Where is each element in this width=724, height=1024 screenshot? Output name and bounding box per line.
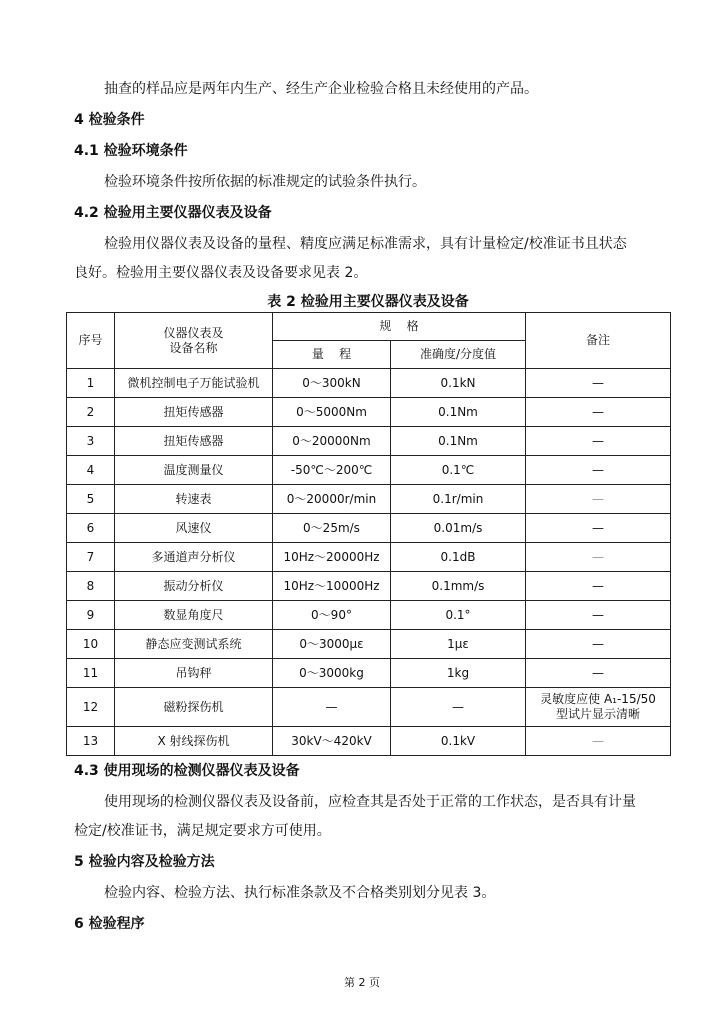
cell-name: X 射线探伤机 <box>115 727 273 756</box>
cell-remark: — <box>526 727 671 756</box>
table-row <box>67 659 671 688</box>
cell-accuracy: 0.1Nm <box>391 427 526 456</box>
table-row <box>67 572 671 601</box>
section-4-3-heading: 4.3 使用现场的检测仪器仪表及设备 <box>74 763 300 779</box>
header-remark: 备注 <box>526 313 671 369</box>
cell-accuracy: — <box>391 688 526 727</box>
section-6-heading: 6 检验程序 <box>74 916 145 932</box>
table-row <box>67 630 671 659</box>
table-row <box>67 514 671 543</box>
header-accuracy: 准确度/分度值 <box>391 341 526 369</box>
cell-range: 0～20000Nm <box>273 427 391 456</box>
cell-name: 微机控制电子万能试验机 <box>115 369 273 398</box>
header-no: 序号 <box>67 313 115 369</box>
section-4-2-text-line2: 良好。检验用主要仪器仪表及设备要求见表 2。 <box>74 265 368 281</box>
cell-remark: — <box>526 369 671 398</box>
cell-range: 30kV～420kV <box>273 727 391 756</box>
cell-accuracy: 0.1r/min <box>391 485 526 514</box>
header-name <box>115 313 273 369</box>
cell-remark: — <box>526 427 671 456</box>
cell-remark: — <box>526 398 671 427</box>
cell-accuracy: 0.1kV <box>391 727 526 756</box>
cell-remark: — <box>526 485 671 514</box>
cell-range: 0～25m/s <box>273 514 391 543</box>
cell-name: 扭矩传感器 <box>115 427 273 456</box>
cell-range: 0～5000Nm <box>273 398 391 427</box>
table-row <box>67 369 671 398</box>
header-name-line1: 仪器仪表及 <box>163 325 224 340</box>
section-4-2-text-line1: 检验用仪器仪表及设备的量程、精度应满足标准需求，具有计量检定/校准证书且状态 <box>104 236 627 252</box>
cell-remark <box>526 688 671 727</box>
table-row <box>67 485 671 514</box>
table-row <box>67 427 671 456</box>
cell-name: 温度测量仪 <box>115 456 273 485</box>
cell-name: 振动分析仪 <box>115 572 273 601</box>
cell-no: 2 <box>67 398 115 427</box>
cell-range: 10Hz～20000Hz <box>273 543 391 572</box>
cell-remark: — <box>526 456 671 485</box>
table-2-caption: 表 2 检验用主要仪器仪表及设备 <box>267 294 469 310</box>
cell-remark: — <box>526 601 671 630</box>
cell-accuracy: 0.1Nm <box>391 398 526 427</box>
cell-remark: — <box>526 543 671 572</box>
cell-no: 5 <box>67 485 115 514</box>
cell-no: 9 <box>67 601 115 630</box>
cell-no: 6 <box>67 514 115 543</box>
section-4-1-heading: 4.1 检验环境条件 <box>74 143 188 159</box>
header-name-line2: 设备名称 <box>169 340 218 355</box>
cell-name: 多通道声分析仪 <box>115 543 273 572</box>
cell-no: 10 <box>67 630 115 659</box>
cell-no: 3 <box>67 427 115 456</box>
table-row <box>67 456 671 485</box>
cell-name: 吊钩秤 <box>115 659 273 688</box>
cell-remark: — <box>526 630 671 659</box>
cell-name: 扭矩传感器 <box>115 398 273 427</box>
cell-name: 转速表 <box>115 485 273 514</box>
cell-range: 0～90° <box>273 601 391 630</box>
section-4-3-text-line2: 检定/校准证书，满足规定要求方可使用。 <box>74 823 331 839</box>
header-range: 量 程 <box>273 341 391 369</box>
cell-remark: — <box>526 659 671 688</box>
header-spec: 规 格 <box>273 313 526 341</box>
cell-range: 0～3000kg <box>273 659 391 688</box>
cell-no: 11 <box>67 659 115 688</box>
cell-name: 数显角度尺 <box>115 601 273 630</box>
cell-range: — <box>273 688 391 727</box>
table-row <box>67 688 671 727</box>
section-5-heading: 5 检验内容及检验方法 <box>74 854 215 870</box>
cell-accuracy: 0.01m/s <box>391 514 526 543</box>
cell-range: 0～20000r/min <box>273 485 391 514</box>
cell-accuracy: 0.1dB <box>391 543 526 572</box>
cell-name: 静态应变测试系统 <box>115 630 273 659</box>
cell-no: 12 <box>67 688 115 727</box>
cell-range: 10Hz～10000Hz <box>273 572 391 601</box>
cell-accuracy: 0.1mm/s <box>391 572 526 601</box>
cell-remark: — <box>526 572 671 601</box>
table-2 <box>66 312 671 756</box>
cell-remark: — <box>526 514 671 543</box>
cell-range: -50℃～200℃ <box>273 456 391 485</box>
cell-accuracy: 0.1℃ <box>391 456 526 485</box>
cell-no: 1 <box>67 369 115 398</box>
cell-no: 4 <box>67 456 115 485</box>
cell-accuracy: 1με <box>391 630 526 659</box>
cell-name: 风速仪 <box>115 514 273 543</box>
remark-line1: 灵敏度应使 A₁-15/50 <box>540 692 656 706</box>
cell-range: 0～3000με <box>273 630 391 659</box>
cell-accuracy: 0.1° <box>391 601 526 630</box>
table-row <box>67 601 671 630</box>
cell-range: 0～300kN <box>273 369 391 398</box>
table-row <box>67 543 671 572</box>
remark-line2: 型试片显示清晰 <box>556 707 641 721</box>
cell-no: 8 <box>67 572 115 601</box>
section-5-text: 检验内容、检验方法、执行标准条款及不合格类别划分见表 3。 <box>104 885 496 901</box>
cell-no: 13 <box>67 727 115 756</box>
table-row <box>67 398 671 427</box>
page-number: 第 2 页 <box>344 976 380 989</box>
cell-name: 磁粉探伤机 <box>115 688 273 727</box>
section-4-1-text: 检验环境条件按所依据的标准规定的试验条件执行。 <box>104 174 426 190</box>
section-4-2-heading: 4.2 检验用主要仪器仪表及设备 <box>74 205 272 221</box>
cell-accuracy: 0.1kN <box>391 369 526 398</box>
section-4-3-text-line1: 使用现场的检测仪器仪表及设备前，应检查其是否处于正常的工作状态，是否具有计量 <box>104 794 636 810</box>
section-4-heading: 4 检验条件 <box>74 112 145 128</box>
intro-paragraph: 抽查的样品应是两年内生产、经生产企业检验合格且未经使用的产品。 <box>104 81 538 97</box>
cell-no: 7 <box>67 543 115 572</box>
table-row <box>67 727 671 756</box>
cell-accuracy: 1kg <box>391 659 526 688</box>
